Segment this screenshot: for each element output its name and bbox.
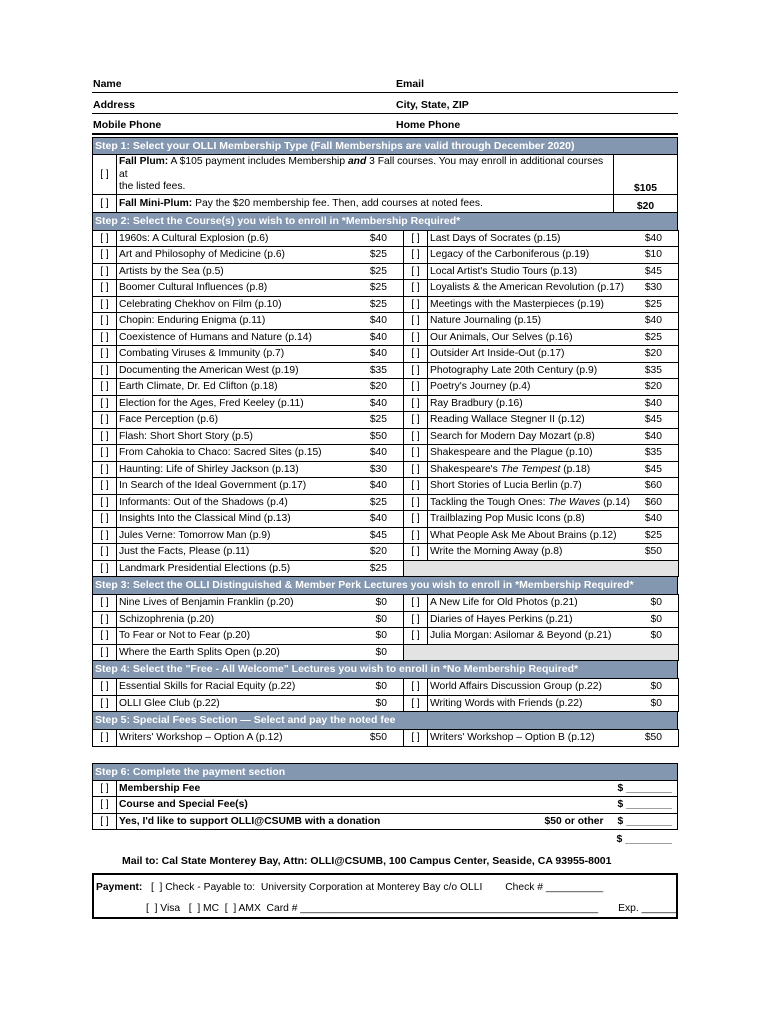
course-right-price: $20 [613, 379, 679, 396]
course-left-price: $40 [346, 346, 404, 363]
perk-lecture-left-checkbox[interactable]: [ ] [93, 644, 117, 661]
fall-plum-text-a: A $105 payment includes Membership [168, 156, 348, 167]
course-right-name: Reading Wallace Stegner II (p.12) [428, 412, 613, 429]
course-left-price: $40 [346, 445, 404, 462]
membership-fee-row [93, 780, 678, 797]
step2-header: Step 2: Select the Course(s) you wish to enroll in *Membership Required* [92, 213, 678, 230]
donation-blank[interactable]: $ ________ [618, 813, 678, 830]
course-row [93, 362, 679, 379]
payment-card-option[interactable]: [ ] Visa [ ] MC [ ] AMX Card # ____________________________________________________ Exp. ______ [146, 903, 676, 914]
city-field[interactable]: City, State, ZIP [396, 99, 469, 111]
course-right-price: $35 [613, 445, 679, 462]
free-lecture-left-price: $0 [346, 695, 404, 712]
course-right-price: $50 [613, 544, 679, 561]
fall-mini-plum-text: Pay the $20 membership fee. Then, add courses at noted fees. [192, 197, 483, 209]
course-left-name: Celebrating Chekhov on Film (p.10) [117, 296, 346, 313]
course-left-checkbox[interactable]: [ ] [93, 362, 117, 379]
course-left-name: Jules Verne: Tomorrow Man (p.9) [117, 527, 346, 544]
payment-label: Payment: [96, 882, 143, 893]
course-right-name: Search for Modern Day Mozart (p.8) [428, 428, 613, 445]
email-field[interactable]: Email [396, 78, 425, 90]
course-fee-blank[interactable]: $ ________ [618, 797, 678, 814]
special-fees-table [92, 729, 679, 747]
course-left-name: Just the Facts, Please (p.11) [117, 544, 346, 561]
free-lecture-right-price: $0 [613, 695, 679, 712]
course-fee-row [93, 797, 678, 814]
course-left-checkbox[interactable]: [ ] [93, 346, 117, 363]
course-right-price: $25 [613, 296, 679, 313]
course-left-checkbox[interactable]: [ ] [93, 527, 117, 544]
free-lecture-left-name: OLLI Glee Club (p.22) [117, 695, 346, 712]
course-left-name: Informants: Out of the Shadows (p.4) [117, 494, 346, 511]
course-row [93, 494, 679, 511]
course-right-name: Meetings with the Masterpieces (p.19) [428, 296, 613, 313]
perk-lecture-left-name: Nine Lives of Benjamin Franklin (p.20) [117, 595, 346, 612]
special-fee-left-name: Writers' Workshop – Option A (p.12) [117, 730, 346, 747]
free-lecture-right-checkbox[interactable]: [ ] [404, 695, 428, 712]
membership-fee-checkbox[interactable]: [ ] [93, 780, 117, 797]
membership-table [92, 154, 678, 213]
perk-lecture-left-name: Schizophrenia (p.20) [117, 611, 346, 628]
address-field[interactable]: Address [93, 99, 136, 111]
course-left-price: $25 [346, 412, 404, 429]
course-right-name: Shakespeare and the Plague (p.10) [428, 445, 613, 462]
course-right-checkbox[interactable]: [ ] [404, 445, 428, 462]
mail-to-address: Mail to: Cal State Monterey Bay, Attn: OLLI@CSUMB, 100 Campus Center, Seaside, CA 93955-8001 [122, 855, 612, 867]
course-right-price: $40 [613, 230, 679, 247]
special-fee-left-checkbox[interactable]: [ ] [93, 730, 117, 747]
fall-plum-label: Fall Plum: [119, 156, 169, 167]
course-left-checkbox[interactable]: [ ] [93, 478, 117, 495]
course-left-name: Haunting: Life of Shirley Jackson (p.13) [117, 461, 346, 478]
fall-plum-description [117, 155, 614, 195]
course-left-price: $20 [346, 379, 404, 396]
course-left-checkbox[interactable]: [ ] [93, 494, 117, 511]
registration-form [92, 72, 678, 919]
free-lecture-right-checkbox[interactable]: [ ] [404, 679, 428, 696]
perk-lecture-left-price: $0 [346, 611, 404, 628]
free-lecture-row [93, 679, 679, 696]
course-right-name: Last Days of Socrates (p.15) [428, 230, 613, 247]
course-row [93, 247, 679, 264]
course-right-name: Shakespeare's The Tempest (p.18) [428, 461, 613, 478]
course-left-name: Landmark Presidential Elections (p.5) [117, 560, 346, 577]
course-left-checkbox[interactable]: [ ] [93, 263, 117, 280]
course-left-price: $50 [346, 428, 404, 445]
course-right-price: $35 [613, 362, 679, 379]
course-right-checkbox[interactable]: [ ] [404, 346, 428, 363]
course-left-name: Artists by the Sea (p.5) [117, 263, 346, 280]
course-left-checkbox[interactable]: [ ] [93, 560, 117, 577]
course-row [93, 461, 679, 478]
course-right-price: $40 [613, 395, 679, 412]
course-right-name: Write the Morning Away (p.8) [428, 544, 613, 561]
membership-fee-spacer [498, 780, 618, 797]
perk-lecture-left-name: To Fear or Not to Fear (p.20) [117, 628, 346, 645]
course-left-checkbox[interactable]: [ ] [93, 313, 117, 330]
course-left-name: Face Perception (p.6) [117, 412, 346, 429]
perk-lecture-right-name: Julia Morgan: Asilomar & Beyond (p.21) [428, 628, 613, 645]
course-right-checkbox[interactable]: [ ] [404, 527, 428, 544]
course-empty-cell [404, 560, 679, 577]
step4-header: Step 4: Select the "Free - All Welcome" Lectures you wish to enroll in *No Membership Required* [92, 661, 678, 678]
course-row [93, 346, 679, 363]
course-row [93, 395, 679, 412]
course-row [93, 329, 679, 346]
course-left-checkbox[interactable]: [ ] [93, 461, 117, 478]
course-row [93, 263, 679, 280]
perk-lecture-right-checkbox[interactable]: [ ] [404, 611, 428, 628]
perk-lecture-row [93, 611, 679, 628]
course-right-name: Our Animals, Our Selves (p.16) [428, 329, 613, 346]
course-right-name: Loyalists & the American Revolution (p.17) [428, 280, 613, 297]
perk-lecture-right-checkbox[interactable]: [ ] [404, 628, 428, 645]
course-row [93, 296, 679, 313]
course-row [93, 527, 679, 544]
course-right-price: $25 [613, 329, 679, 346]
course-row [93, 560, 679, 577]
course-right-checkbox[interactable]: [ ] [404, 280, 428, 297]
donation-other: $50 or other [498, 813, 618, 830]
course-left-name: Documenting the American West (p.19) [117, 362, 346, 379]
course-right-checkbox[interactable]: [ ] [404, 296, 428, 313]
course-left-name: Insights Into the Classical Mind (p.13) [117, 511, 346, 528]
course-right-checkbox[interactable]: [ ] [404, 362, 428, 379]
perk-lecture-left-checkbox[interactable]: [ ] [93, 611, 117, 628]
donation-row [93, 813, 678, 830]
course-right-checkbox[interactable]: [ ] [404, 494, 428, 511]
course-left-price: $40 [346, 329, 404, 346]
course-row [93, 313, 679, 330]
course-left-name: Flash: Short Short Story (p.5) [117, 428, 346, 445]
course-right-checkbox[interactable]: [ ] [404, 412, 428, 429]
free-lecture-left-price: $0 [346, 679, 404, 696]
course-right-checkbox[interactable]: [ ] [404, 511, 428, 528]
course-right-name: Trailblazing Pop Music Icons (p.8) [428, 511, 613, 528]
special-fee-row [93, 730, 679, 747]
course-right-price: $40 [613, 313, 679, 330]
perk-lecture-left-checkbox[interactable]: [ ] [93, 628, 117, 645]
course-left-checkbox[interactable]: [ ] [93, 412, 117, 429]
course-left-name: Boomer Cultural Influences (p.8) [117, 280, 346, 297]
course-left-price: $40 [346, 313, 404, 330]
contact-row-1 [92, 72, 678, 93]
course-right-name: Ray Bradbury (p.16) [428, 395, 613, 412]
step3-header: Step 3: Select the OLLI Distinguished & Member Perk Lectures you wish to enroll in *Membership Required* [92, 577, 678, 594]
free-lecture-right-price: $0 [613, 679, 679, 696]
step5-header: Step 5: Special Fees Section — Select and pay the noted fee [92, 712, 678, 729]
course-left-name: Combating Viruses & Immunity (p.7) [117, 346, 346, 363]
perk-lecture-left-price: $0 [346, 595, 404, 612]
contact-row-2 [92, 93, 678, 114]
name-field[interactable]: Name [93, 78, 122, 90]
fall-plum-and: and [347, 156, 367, 167]
fall-plum-text-c: the listed fees. [119, 181, 186, 192]
course-right-checkbox[interactable]: [ ] [404, 478, 428, 495]
course-left-name: Art and Philosophy of Medicine (p.6) [117, 247, 346, 264]
fall-plum-amount: $105 [614, 155, 678, 195]
perk-lecture-right-price: $0 [613, 628, 679, 645]
fall-mini-plum-row [93, 194, 678, 212]
course-left-price: $30 [346, 461, 404, 478]
free-lecture-left-checkbox[interactable]: [ ] [93, 695, 117, 712]
free-lecture-left-name: Essential Skills for Racial Equity (p.22) [117, 679, 346, 696]
course-left-checkbox[interactable]: [ ] [93, 280, 117, 297]
course-row [93, 230, 679, 247]
course-left-price: $40 [346, 478, 404, 495]
course-left-price: $35 [346, 362, 404, 379]
spacer [92, 747, 678, 763]
perk-lecture-row [93, 595, 679, 612]
perk-lecture-empty-cell [404, 644, 679, 661]
fall-plum-checkbox[interactable]: [ ] [93, 155, 117, 195]
course-left-checkbox[interactable]: [ ] [93, 329, 117, 346]
course-right-price: $45 [613, 263, 679, 280]
perk-lecture-right-name: Diaries of Hayes Perkins (p.21) [428, 611, 613, 628]
perk-lecture-right-price: $0 [613, 595, 679, 612]
perk-lecture-left-checkbox[interactable]: [ ] [93, 595, 117, 612]
course-right-checkbox[interactable]: [ ] [404, 247, 428, 264]
course-left-price: $25 [346, 247, 404, 264]
membership-fee-label: Membership Fee [117, 780, 498, 797]
free-lecture-row [93, 695, 679, 712]
course-left-name: 1960s: A Cultural Explosion (p.6) [117, 230, 346, 247]
course-left-price: $40 [346, 395, 404, 412]
course-right-checkbox[interactable]: [ ] [404, 428, 428, 445]
special-fee-left-price: $50 [346, 730, 404, 747]
course-left-price: $45 [346, 527, 404, 544]
course-left-name: Chopin: Enduring Enigma (p.11) [117, 313, 346, 330]
course-right-name: Tackling the Tough Ones: The Waves (p.14) [428, 494, 613, 511]
course-right-name: What People Ask Me About Brains (p.12) [428, 527, 613, 544]
fall-mini-plum-label: Fall Mini-Plum: [119, 197, 193, 209]
course-row [93, 379, 679, 396]
course-row [93, 511, 679, 528]
course-right-price: $40 [613, 428, 679, 445]
course-left-checkbox[interactable]: [ ] [93, 379, 117, 396]
contact-row-3 [92, 114, 678, 135]
perk-lecture-left-name: Where the Earth Splits Open (p.20) [117, 644, 346, 661]
perk-lecture-right-name: A New Life for Old Photos (p.21) [428, 595, 613, 612]
course-row [93, 428, 679, 445]
free-lectures-table [92, 678, 679, 712]
special-fee-right-price: $50 [613, 730, 679, 747]
fall-mini-plum-amount: $20 [614, 194, 678, 212]
perk-lecture-right-price: $0 [613, 611, 679, 628]
course-left-price: $20 [346, 544, 404, 561]
fall-plum-row [93, 155, 678, 195]
course-right-price: $40 [613, 511, 679, 528]
perk-lecture-row [93, 644, 679, 661]
course-right-name: Local Artist's Studio Tours (p.13) [428, 263, 613, 280]
perk-lecture-row [93, 628, 679, 645]
course-right-price: $45 [613, 461, 679, 478]
course-left-checkbox[interactable]: [ ] [93, 445, 117, 462]
total-blank[interactable]: $ ________ [616, 833, 672, 845]
course-right-checkbox[interactable]: [ ] [404, 544, 428, 561]
course-right-checkbox[interactable]: [ ] [404, 395, 428, 412]
home-phone-field[interactable]: Home Phone [396, 119, 461, 131]
course-left-name: In Search of the Ideal Government (p.17) [117, 478, 346, 495]
course-fee-checkbox[interactable]: [ ] [93, 797, 117, 814]
course-right-price: $20 [613, 346, 679, 363]
payment-table [92, 780, 678, 831]
course-right-name: Outsider Art Inside-Out (p.17) [428, 346, 613, 363]
course-right-name: Poetry's Journey (p.4) [428, 379, 613, 396]
course-right-name: Short Stories of Lucia Berlin (p.7) [428, 478, 613, 495]
course-left-checkbox[interactable]: [ ] [93, 230, 117, 247]
course-right-price: $60 [613, 478, 679, 495]
free-lecture-right-name: World Affairs Discussion Group (p.22) [428, 679, 613, 696]
course-left-checkbox[interactable]: [ ] [93, 544, 117, 561]
course-left-checkbox[interactable]: [ ] [93, 395, 117, 412]
donation-label: Yes, I'd like to support OLLI@CSUMB with a donation [117, 813, 498, 830]
payment-check-option[interactable]: [ ] Check - Payable to: University Corporation at Monterey Bay c/o OLLI Check # __________ [142, 882, 604, 893]
course-fee-spacer [498, 797, 618, 814]
course-right-checkbox[interactable]: [ ] [404, 263, 428, 280]
course-left-price: $25 [346, 296, 404, 313]
course-right-price: $25 [613, 527, 679, 544]
course-left-checkbox[interactable]: [ ] [93, 247, 117, 264]
course-right-price: $30 [613, 280, 679, 297]
course-right-checkbox[interactable]: [ ] [404, 230, 428, 247]
course-right-name: Legacy of the Carboniferous (p.19) [428, 247, 613, 264]
course-right-checkbox[interactable]: [ ] [404, 461, 428, 478]
perk-lecture-right-checkbox[interactable]: [ ] [404, 595, 428, 612]
fall-mini-plum-description [117, 194, 614, 212]
perk-lectures-table [92, 594, 679, 661]
course-left-name: Election for the Ages, Fred Keeley (p.11) [117, 395, 346, 412]
course-right-checkbox[interactable]: [ ] [404, 379, 428, 396]
course-row [93, 280, 679, 297]
course-left-price: $40 [346, 511, 404, 528]
course-left-price: $25 [346, 560, 404, 577]
special-fee-right-checkbox[interactable]: [ ] [404, 730, 428, 747]
course-left-name: Earth Climate, Dr. Ed Clifton (p.18) [117, 379, 346, 396]
course-row [93, 445, 679, 462]
course-right-checkbox[interactable]: [ ] [404, 329, 428, 346]
payment-line-1 [96, 882, 603, 893]
perk-lecture-left-price: $0 [346, 628, 404, 645]
fall-mini-plum-checkbox[interactable]: [ ] [93, 194, 117, 212]
course-left-checkbox[interactable]: [ ] [93, 511, 117, 528]
course-right-name: Photography Late 20th Century (p.9) [428, 362, 613, 379]
membership-fee-blank[interactable]: $ ________ [618, 780, 678, 797]
special-fee-right-name: Writers' Workshop – Option B (p.12) [428, 730, 613, 747]
course-left-checkbox[interactable]: [ ] [93, 428, 117, 445]
course-right-price: $45 [613, 412, 679, 429]
course-row [93, 478, 679, 495]
course-right-price: $60 [613, 494, 679, 511]
step1-header: Step 1: Select your OLLI Membership Type (Fall Memberships are valid through December 2020) [92, 137, 678, 154]
donation-checkbox[interactable]: [ ] [93, 813, 117, 830]
payment-box [92, 873, 678, 919]
course-left-price: $40 [346, 230, 404, 247]
step6-header: Step 6: Complete the payment section [92, 763, 678, 780]
mobile-phone-field[interactable]: Mobile Phone [93, 119, 162, 131]
course-left-price: $25 [346, 280, 404, 297]
course-row [93, 544, 679, 561]
fall-plum-text-b: 3 Fall courses. You may enroll in additional courses at [119, 156, 604, 180]
course-left-name: From Cahokia to Chaco: Sacred Sites (p.15) [117, 445, 346, 462]
free-lecture-left-checkbox[interactable]: [ ] [93, 679, 117, 696]
course-right-checkbox[interactable]: [ ] [404, 313, 428, 330]
course-left-name: Coexistence of Humans and Nature (p.14) [117, 329, 346, 346]
course-left-price: $25 [346, 263, 404, 280]
course-left-checkbox[interactable]: [ ] [93, 296, 117, 313]
course-right-name: Nature Journaling (p.15) [428, 313, 613, 330]
free-lecture-right-name: Writing Words with Friends (p.22) [428, 695, 613, 712]
perk-lecture-left-price: $0 [346, 644, 404, 661]
course-right-price: $10 [613, 247, 679, 264]
course-left-price: $25 [346, 494, 404, 511]
course-fee-label: Course and Special Fee(s) [117, 797, 498, 814]
courses-table [92, 230, 679, 578]
course-row [93, 412, 679, 429]
